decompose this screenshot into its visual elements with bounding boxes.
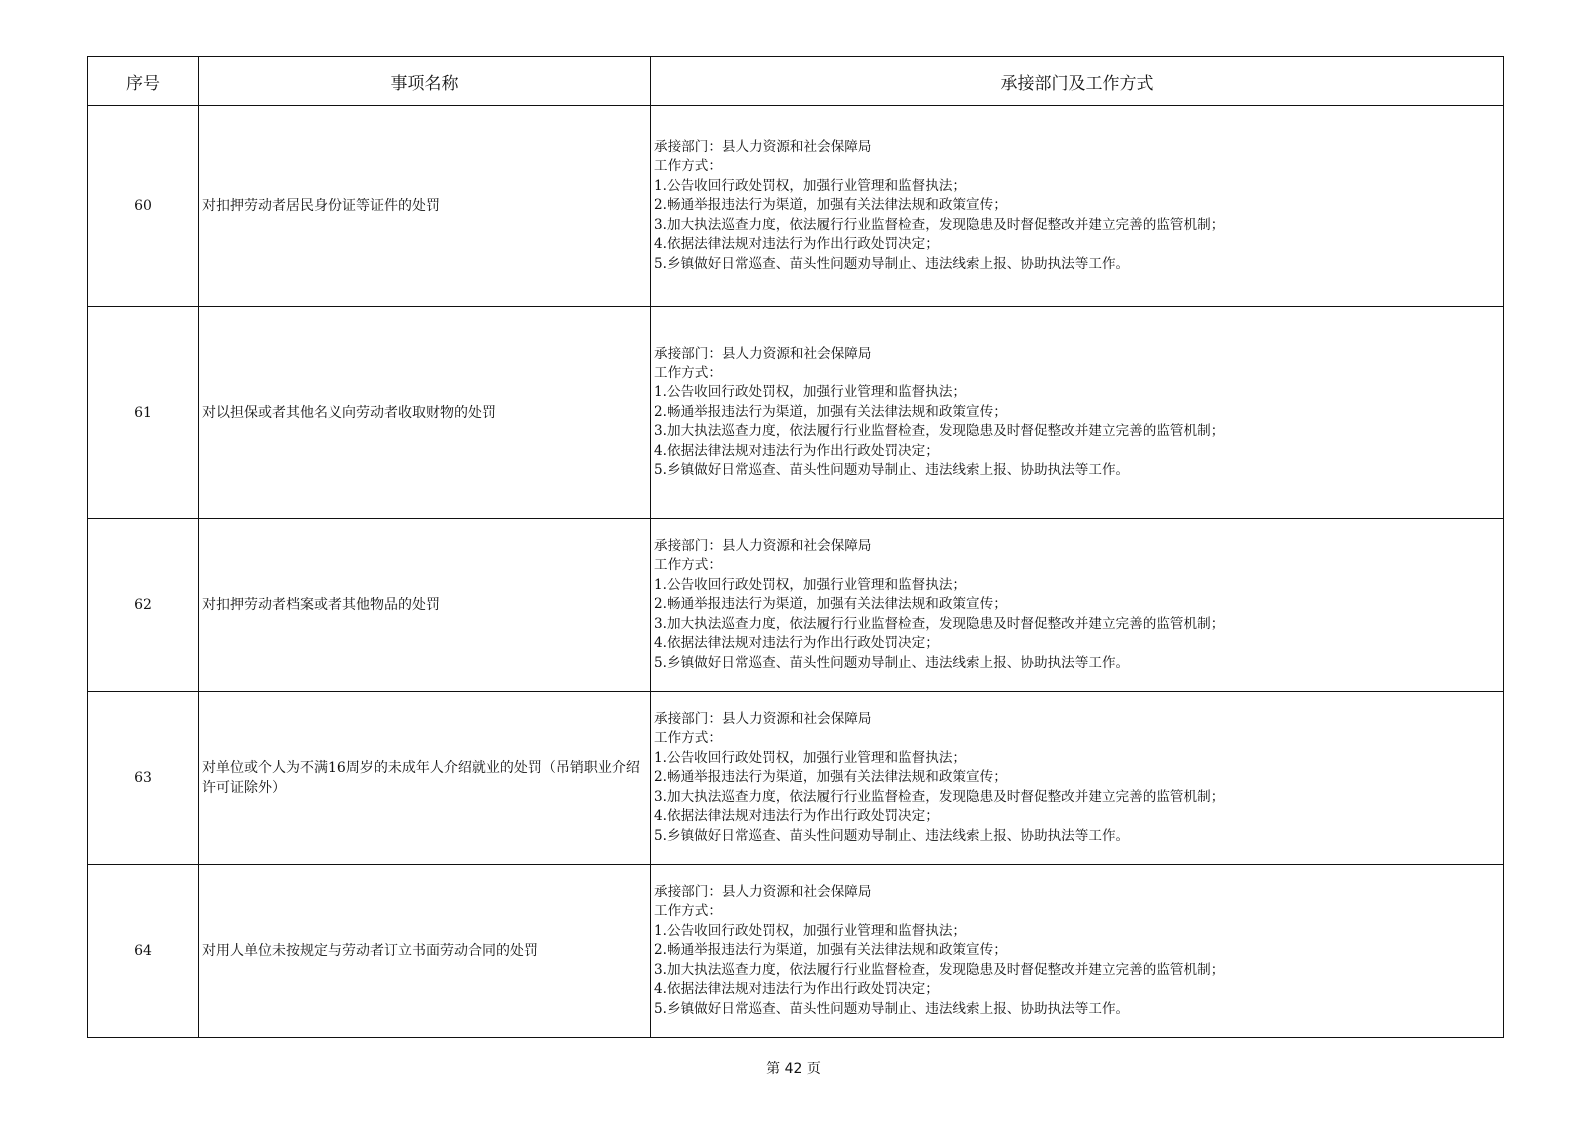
method-label: 工作方式： (654, 903, 722, 920)
method-line: 4.依据法律法规对违法行为作出行政处罚决定； (654, 808, 939, 825)
method-line: 3.加大执法巡查力度，依法履行行业监督检查，发现隐患及时督促整改并建立完善的监管机制； (654, 788, 1225, 805)
method-line: 3.加大执法巡查力度，依法履行行业监督检查，发现隐患及时督促整改并建立完善的监管机制； (654, 615, 1225, 632)
header-item-name: 事项名称 (199, 57, 651, 106)
row-department-method (651, 865, 1504, 1038)
method-line: 5.乡镇做好日常巡查、苗头性问题劝导制止、违法线索上报、协助执法等工作。 (654, 1000, 1130, 1017)
row-item-name: 对扣押劳动者居民身份证等证件的处罚 (199, 106, 651, 307)
row-item-name: 对扣押劳动者档案或者其他物品的处罚 (199, 519, 651, 692)
method-line: 4.依据法律法规对违法行为作出行政处罚决定； (654, 236, 939, 253)
row-department-method (651, 307, 1504, 519)
row-item-name: 对以担保或者其他名义向劳动者收取财物的处罚 (199, 307, 651, 519)
row-department-method (651, 519, 1504, 692)
row-serial-number: 62 (88, 519, 199, 692)
row-item-name: 对用人单位未按规定与劳动者订立书面劳动合同的处罚 (199, 865, 651, 1038)
method-line: 3.加大执法巡查力度，依法履行行业监督检查，发现隐患及时督促整改并建立完善的监管机制； (654, 216, 1225, 233)
dept-line: 承接部门：县人力资源和社会保障局 (654, 884, 872, 901)
method-line: 1.公告收回行政处罚权，加强行业管理和监督执法； (654, 922, 967, 939)
method-line: 2.畅通举报违法行为渠道，加强有关法律法规和政策宣传； (654, 769, 1007, 786)
method-line: 2.畅通举报违法行为渠道，加强有关法律法规和政策宣传； (654, 403, 1007, 420)
dept-line: 承接部门：县人力资源和社会保障局 (654, 345, 872, 362)
row-item-name: 对单位或个人为不满16周岁的未成年人介绍就业的处罚（吊销职业介绍许可证除外） (199, 692, 651, 865)
method-line: 4.依据法律法规对违法行为作出行政处罚决定； (654, 635, 939, 652)
method-label: 工作方式： (654, 730, 722, 747)
row-serial-number: 64 (88, 865, 199, 1038)
method-line: 3.加大执法巡查力度，依法履行行业监督检查，发现隐患及时督促整改并建立完善的监管机制； (654, 961, 1225, 978)
table-row (88, 106, 1504, 307)
method-line: 3.加大执法巡查力度，依法履行行业监督检查，发现隐患及时督促整改并建立完善的监管机制； (654, 423, 1225, 440)
method-line: 1.公告收回行政处罚权，加强行业管理和监督执法； (654, 749, 967, 766)
method-label: 工作方式： (654, 557, 722, 574)
method-line: 5.乡镇做好日常巡查、苗头性问题劝导制止、违法线索上报、协助执法等工作。 (654, 654, 1130, 671)
row-department-method (651, 692, 1504, 865)
method-line: 2.畅通举报违法行为渠道，加强有关法律法规和政策宣传； (654, 942, 1007, 959)
row-department-method (651, 106, 1504, 307)
row-serial-number: 63 (88, 692, 199, 865)
method-label: 工作方式： (654, 364, 722, 381)
table-header-row (88, 57, 1504, 106)
method-line: 5.乡镇做好日常巡查、苗头性问题劝导制止、违法线索上报、协助执法等工作。 (654, 462, 1130, 479)
row-serial-number: 61 (88, 307, 199, 519)
dept-line: 承接部门：县人力资源和社会保障局 (654, 711, 872, 728)
header-serial-number: 序号 (88, 57, 199, 106)
row-serial-number: 60 (88, 106, 199, 307)
method-line: 5.乡镇做好日常巡查、苗头性问题劝导制止、违法线索上报、协助执法等工作。 (654, 255, 1130, 272)
dept-line: 承接部门：县人力资源和社会保障局 (654, 538, 872, 555)
method-line: 1.公告收回行政处罚权，加强行业管理和监督执法； (654, 177, 967, 194)
table-row (88, 692, 1504, 865)
method-line: 1.公告收回行政处罚权，加强行业管理和监督执法； (654, 384, 967, 401)
table-row (88, 519, 1504, 692)
table-row (88, 307, 1504, 519)
page-number: 第 42 页 (766, 1061, 821, 1077)
method-line: 2.畅通举报违法行为渠道，加强有关法律法规和政策宣传； (654, 596, 1007, 613)
dept-line: 承接部门：县人力资源和社会保障局 (654, 139, 872, 156)
method-line: 5.乡镇做好日常巡查、苗头性问题劝导制止、违法线索上报、协助执法等工作。 (654, 827, 1130, 844)
method-line: 4.依据法律法规对违法行为作出行政处罚决定； (654, 442, 939, 459)
method-label: 工作方式： (654, 158, 722, 175)
table-row (88, 865, 1504, 1038)
method-line: 1.公告收回行政处罚权，加强行业管理和监督执法； (654, 576, 967, 593)
header-department-method: 承接部门及工作方式 (651, 57, 1504, 106)
method-line: 4.依据法律法规对违法行为作出行政处罚决定； (654, 981, 939, 998)
method-line: 2.畅通举报违法行为渠道，加强有关法律法规和政策宣传； (654, 197, 1007, 214)
items-table (87, 56, 1504, 1038)
